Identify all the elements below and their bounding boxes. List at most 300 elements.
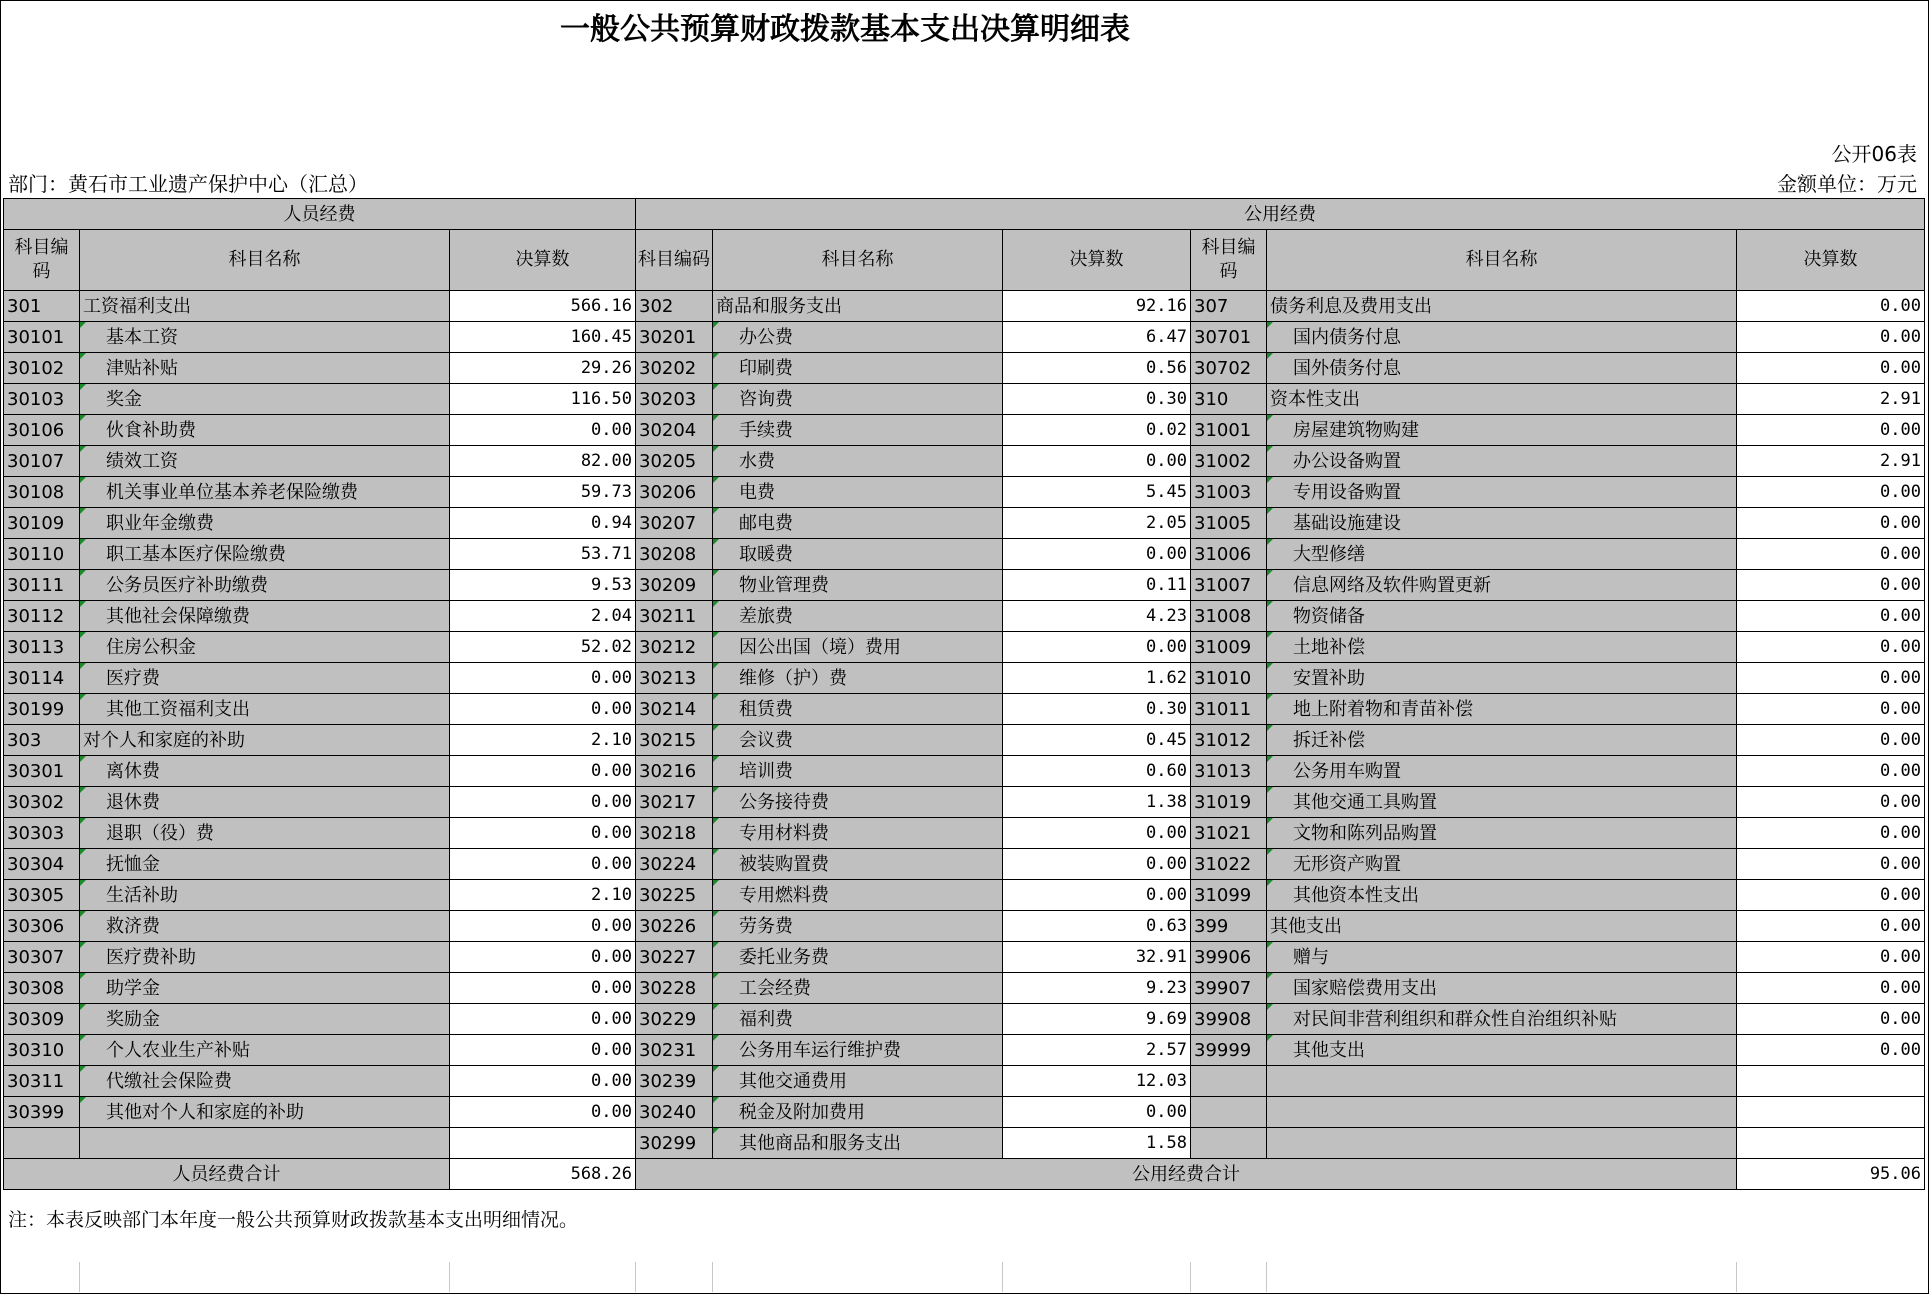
cell-code: 30701 xyxy=(1191,322,1267,353)
cell-name: 机关事业单位基本养老保险缴费 xyxy=(80,477,450,508)
cell-amount: 116.50 xyxy=(450,384,636,415)
cell-code: 30216 xyxy=(636,756,713,787)
cell-code: 30106 xyxy=(4,415,80,446)
cell-amount: 0.00 xyxy=(1737,756,1925,787)
cell-name: 国家赔偿费用支出 xyxy=(1267,973,1737,1004)
cell-name: 债务利息及费用支出 xyxy=(1267,291,1737,322)
cell-amount: 6.47 xyxy=(1003,322,1191,353)
cell-name: 其他交通费用 xyxy=(713,1066,1003,1097)
cell-name: 会议费 xyxy=(713,725,1003,756)
cell-name: 大型修缮 xyxy=(1267,539,1737,570)
cell-code: 39906 xyxy=(1191,942,1267,973)
personnel-total-label: 人员经费合计 xyxy=(4,1159,450,1190)
cell-code: 310 xyxy=(1191,384,1267,415)
cell-code xyxy=(1191,1128,1267,1159)
cell-code: 30211 xyxy=(636,601,713,632)
table-row xyxy=(4,880,1925,911)
cell-name: 职业年金缴费 xyxy=(80,508,450,539)
cell-name: 委托业务费 xyxy=(713,942,1003,973)
cell-amount: 0.00 xyxy=(1737,942,1925,973)
table-row xyxy=(4,1035,1925,1066)
table-row xyxy=(4,446,1925,477)
table-row xyxy=(4,725,1925,756)
cell-name: 离休费 xyxy=(80,756,450,787)
cell-name: 工会经费 xyxy=(713,973,1003,1004)
cell-code: 31019 xyxy=(1191,787,1267,818)
table-row xyxy=(4,632,1925,663)
table-row xyxy=(4,508,1925,539)
cell-name: 医疗费补助 xyxy=(80,942,450,973)
cell-code: 30203 xyxy=(636,384,713,415)
cell-amount: 2.91 xyxy=(1737,384,1925,415)
cell-code: 30209 xyxy=(636,570,713,601)
cell-code: 30214 xyxy=(636,694,713,725)
cell-name: 对民间非营利组织和群众性自治组织补贴 xyxy=(1267,1004,1737,1035)
cell-name: 奖金 xyxy=(80,384,450,415)
cell-name: 其他资本性支出 xyxy=(1267,880,1737,911)
cell-name xyxy=(1267,1128,1737,1159)
cell-name: 办公费 xyxy=(713,322,1003,353)
cell-name: 资本性支出 xyxy=(1267,384,1737,415)
section-header-row xyxy=(4,199,1925,230)
cell-code: 30239 xyxy=(636,1066,713,1097)
cell-name: 文物和陈列品购置 xyxy=(1267,818,1737,849)
cell-name: 因公出国（境）费用 xyxy=(713,632,1003,663)
cell-name: 基本工资 xyxy=(80,322,450,353)
cell-name: 基础设施建设 xyxy=(1267,508,1737,539)
cell-amount: 0.00 xyxy=(450,1004,636,1035)
cell-amount: 0.00 xyxy=(1737,973,1925,1004)
cell-amount: 0.00 xyxy=(1737,632,1925,663)
cell-amount: 1.62 xyxy=(1003,663,1191,694)
col-header-code: 科目编码 xyxy=(4,230,80,291)
cell-name: 物资储备 xyxy=(1267,601,1737,632)
cell-amount: 0.00 xyxy=(1003,539,1191,570)
cell-name: 抚恤金 xyxy=(80,849,450,880)
cell-amount: 9.23 xyxy=(1003,973,1191,1004)
grid-line xyxy=(1190,1262,1191,1292)
cell-code: 30103 xyxy=(4,384,80,415)
cell-name: 专用燃料费 xyxy=(713,880,1003,911)
cell-amount: 0.00 xyxy=(1737,725,1925,756)
cell-code: 30204 xyxy=(636,415,713,446)
cell-name xyxy=(1267,1097,1737,1128)
cell-name: 房屋建筑物购建 xyxy=(1267,415,1737,446)
cell-amount: 0.00 xyxy=(1737,570,1925,601)
cell-code xyxy=(4,1128,80,1159)
cell-amount: 0.30 xyxy=(1003,384,1191,415)
cell-code: 30205 xyxy=(636,446,713,477)
table-row xyxy=(4,322,1925,353)
section-personnel: 人员经费 xyxy=(4,199,636,230)
cell-amount: 2.10 xyxy=(450,880,636,911)
cell-amount: 0.00 xyxy=(1737,477,1925,508)
cell-amount: 0.45 xyxy=(1003,725,1191,756)
cell-name: 福利费 xyxy=(713,1004,1003,1035)
cell-code: 30306 xyxy=(4,911,80,942)
table-row xyxy=(4,384,1925,415)
cell-code: 30218 xyxy=(636,818,713,849)
cell-amount: 0.00 xyxy=(1003,849,1191,880)
cell-code: 31022 xyxy=(1191,849,1267,880)
cell-code: 301 xyxy=(4,291,80,322)
col-header-code: 科目编码 xyxy=(636,230,713,291)
cell-code: 39908 xyxy=(1191,1004,1267,1035)
cell-code: 30113 xyxy=(4,632,80,663)
cell-code: 30101 xyxy=(4,322,80,353)
cell-amount: 2.57 xyxy=(1003,1035,1191,1066)
cell-code: 30208 xyxy=(636,539,713,570)
cell-amount: 0.00 xyxy=(1737,663,1925,694)
cell-amount: 0.00 xyxy=(450,694,636,725)
cell-name: 培训费 xyxy=(713,756,1003,787)
cell-amount: 0.00 xyxy=(1737,880,1925,911)
cell-code: 30307 xyxy=(4,942,80,973)
col-header-amount: 决算数 xyxy=(450,230,636,291)
cell-name: 其他商品和服务支出 xyxy=(713,1128,1003,1159)
cell-amount: 0.00 xyxy=(450,663,636,694)
cell-name: 专用材料费 xyxy=(713,818,1003,849)
cell-code: 303 xyxy=(4,725,80,756)
cell-amount: 0.00 xyxy=(1737,818,1925,849)
cell-name: 生活补助 xyxy=(80,880,450,911)
cell-code: 30111 xyxy=(4,570,80,601)
cell-name: 劳务费 xyxy=(713,911,1003,942)
cell-amount: 82.00 xyxy=(450,446,636,477)
cell-name: 绩效工资 xyxy=(80,446,450,477)
col-header-name: 科目名称 xyxy=(713,230,1003,291)
cell-code: 39999 xyxy=(1191,1035,1267,1066)
cell-name: 信息网络及软件购置更新 xyxy=(1267,570,1737,601)
cell-amount: 0.00 xyxy=(450,1035,636,1066)
cell-code: 399 xyxy=(1191,911,1267,942)
col-header-name: 科目名称 xyxy=(80,230,450,291)
cell-amount: 9.69 xyxy=(1003,1004,1191,1035)
cell-amount: 0.00 xyxy=(1737,539,1925,570)
cell-name: 其他社会保障缴费 xyxy=(80,601,450,632)
cell-name: 专用设备购置 xyxy=(1267,477,1737,508)
cell-name: 医疗费 xyxy=(80,663,450,694)
cell-code: 30303 xyxy=(4,818,80,849)
cell-amount: 0.00 xyxy=(1737,353,1925,384)
table-row xyxy=(4,1004,1925,1035)
table-row xyxy=(4,787,1925,818)
cell-name xyxy=(1267,1066,1737,1097)
cell-code: 31001 xyxy=(1191,415,1267,446)
cell-code: 30231 xyxy=(636,1035,713,1066)
footnote: 注：本表反映部门本年度一般公共预算财政拨款基本支出明细情况。 xyxy=(8,1209,579,1231)
cell-name: 水费 xyxy=(713,446,1003,477)
cell-amount: 0.00 xyxy=(1737,291,1925,322)
col-header-code: 科目编码 xyxy=(1191,230,1267,291)
cell-name: 印刷费 xyxy=(713,353,1003,384)
cell-amount: 4.23 xyxy=(1003,601,1191,632)
cell-name: 维修（护）费 xyxy=(713,663,1003,694)
amount-unit-label: 金额单位：万元 xyxy=(1777,172,1917,196)
cell-code: 39907 xyxy=(1191,973,1267,1004)
cell-code: 30305 xyxy=(4,880,80,911)
cell-amount: 0.00 xyxy=(450,787,636,818)
cell-amount: 0.00 xyxy=(450,973,636,1004)
cell-name: 差旅费 xyxy=(713,601,1003,632)
cell-amount: 0.00 xyxy=(450,849,636,880)
grid-line xyxy=(635,1262,636,1292)
cell-name: 取暖费 xyxy=(713,539,1003,570)
cell-code: 31021 xyxy=(1191,818,1267,849)
cell-amount: 32.91 xyxy=(1003,942,1191,973)
cell-name: 物业管理费 xyxy=(713,570,1003,601)
table-row xyxy=(4,818,1925,849)
cell-code: 30224 xyxy=(636,849,713,880)
table-number: 公开06表 xyxy=(1831,142,1917,166)
cell-name: 邮电费 xyxy=(713,508,1003,539)
cell-name: 咨询费 xyxy=(713,384,1003,415)
totals-row xyxy=(4,1159,1925,1190)
cell-amount: 0.56 xyxy=(1003,353,1191,384)
cell-amount: 0.00 xyxy=(1737,911,1925,942)
cell-amount: 0.00 xyxy=(1737,322,1925,353)
cell-code: 30301 xyxy=(4,756,80,787)
table-row xyxy=(4,539,1925,570)
cell-amount: 0.00 xyxy=(450,942,636,973)
cell-code: 30311 xyxy=(4,1066,80,1097)
table-row xyxy=(4,1128,1925,1159)
col-header-name: 科目名称 xyxy=(1267,230,1737,291)
table-row xyxy=(4,291,1925,322)
cell-amount: 0.00 xyxy=(1003,632,1191,663)
cell-code: 30227 xyxy=(636,942,713,973)
cell-code: 31013 xyxy=(1191,756,1267,787)
cell-amount: 0.00 xyxy=(1737,694,1925,725)
cell-name: 其他支出 xyxy=(1267,1035,1737,1066)
cell-code: 307 xyxy=(1191,291,1267,322)
cell-name: 工资福利支出 xyxy=(80,291,450,322)
public-total-label: 公用经费合计 xyxy=(636,1159,1737,1190)
cell-name: 拆迁补偿 xyxy=(1267,725,1737,756)
table-row xyxy=(4,942,1925,973)
cell-code: 31011 xyxy=(1191,694,1267,725)
cell-code: 30228 xyxy=(636,973,713,1004)
cell-name: 伙食补助费 xyxy=(80,415,450,446)
cell-name: 助学金 xyxy=(80,973,450,1004)
cell-code: 30109 xyxy=(4,508,80,539)
cell-amount: 0.11 xyxy=(1003,570,1191,601)
public-total-value: 95.06 xyxy=(1737,1159,1925,1190)
cell-code: 31099 xyxy=(1191,880,1267,911)
cell-amount: 52.02 xyxy=(450,632,636,663)
cell-amount: 0.00 xyxy=(450,1097,636,1128)
table-row xyxy=(4,663,1925,694)
cell-amount: 0.00 xyxy=(1737,849,1925,880)
cell-code: 30114 xyxy=(4,663,80,694)
cell-name: 公务用车购置 xyxy=(1267,756,1737,787)
cell-amount: 566.16 xyxy=(450,291,636,322)
personnel-total-value: 568.26 xyxy=(450,1159,636,1190)
cell-amount: 53.71 xyxy=(450,539,636,570)
cell-code: 31005 xyxy=(1191,508,1267,539)
cell-name: 无形资产购置 xyxy=(1267,849,1737,880)
cell-code: 30108 xyxy=(4,477,80,508)
cell-amount: 0.60 xyxy=(1003,756,1191,787)
cell-code: 30110 xyxy=(4,539,80,570)
cell-amount: 0.00 xyxy=(1003,880,1191,911)
cell-amount: 0.00 xyxy=(450,756,636,787)
cell-code: 30226 xyxy=(636,911,713,942)
cell-name: 租赁费 xyxy=(713,694,1003,725)
cell-name: 个人农业生产补贴 xyxy=(80,1035,450,1066)
cell-code: 30225 xyxy=(636,880,713,911)
cell-code: 31009 xyxy=(1191,632,1267,663)
cell-code: 30229 xyxy=(636,1004,713,1035)
cell-name: 国外债务付息 xyxy=(1267,353,1737,384)
cell-name: 土地补偿 xyxy=(1267,632,1737,663)
cell-amount: 0.63 xyxy=(1003,911,1191,942)
cell-code: 30202 xyxy=(636,353,713,384)
table-row xyxy=(4,1097,1925,1128)
cell-name: 公务用车运行维护费 xyxy=(713,1035,1003,1066)
cell-code: 30213 xyxy=(636,663,713,694)
cell-name: 奖励金 xyxy=(80,1004,450,1035)
cell-name: 其他支出 xyxy=(1267,911,1737,942)
cell-amount: 160.45 xyxy=(450,322,636,353)
cell-amount: 92.16 xyxy=(1003,291,1191,322)
table-row xyxy=(4,570,1925,601)
cell-amount: 0.00 xyxy=(1003,818,1191,849)
cell-name: 国内债务付息 xyxy=(1267,322,1737,353)
cell-amount: 5.45 xyxy=(1003,477,1191,508)
cell-code: 31002 xyxy=(1191,446,1267,477)
cell-name: 其他对个人和家庭的补助 xyxy=(80,1097,450,1128)
page-title: 一般公共预算财政拨款基本支出决算明细表 xyxy=(560,12,1130,47)
cell-amount: 0.00 xyxy=(1003,446,1191,477)
cell-amount: 0.00 xyxy=(1737,601,1925,632)
cell-code xyxy=(1191,1097,1267,1128)
cell-name: 办公设备购置 xyxy=(1267,446,1737,477)
cell-name: 被装购置费 xyxy=(713,849,1003,880)
cell-amount: 59.73 xyxy=(450,477,636,508)
cell-amount: 12.03 xyxy=(1003,1066,1191,1097)
cell-amount: 0.00 xyxy=(1003,1097,1191,1128)
cell-amount: 9.53 xyxy=(450,570,636,601)
cell-name: 赠与 xyxy=(1267,942,1737,973)
cell-name: 地上附着物和青苗补偿 xyxy=(1267,694,1737,725)
grid-line xyxy=(1266,1262,1267,1292)
col-header-amount: 决算数 xyxy=(1003,230,1191,291)
cell-amount: 0.00 xyxy=(1737,1035,1925,1066)
cell-amount: 0.00 xyxy=(450,818,636,849)
cell-amount: 0.00 xyxy=(1737,787,1925,818)
cell-amount: 2.04 xyxy=(450,601,636,632)
cell-name: 税金及附加费用 xyxy=(713,1097,1003,1128)
cell-code: 30702 xyxy=(1191,353,1267,384)
table-row xyxy=(4,973,1925,1004)
section-public: 公用经费 xyxy=(636,199,1925,230)
cell-amount: 1.58 xyxy=(1003,1128,1191,1159)
table-row xyxy=(4,415,1925,446)
cell-code: 30206 xyxy=(636,477,713,508)
cell-code: 30102 xyxy=(4,353,80,384)
cell-name xyxy=(80,1128,450,1159)
cell-code: 30308 xyxy=(4,973,80,1004)
cell-amount xyxy=(450,1128,636,1159)
cell-amount: 2.05 xyxy=(1003,508,1191,539)
cell-name: 安置补助 xyxy=(1267,663,1737,694)
cell-amount xyxy=(1737,1097,1925,1128)
table-row xyxy=(4,694,1925,725)
cell-code: 30107 xyxy=(4,446,80,477)
cell-code: 30212 xyxy=(636,632,713,663)
cell-name: 公务接待费 xyxy=(713,787,1003,818)
cell-amount: 0.02 xyxy=(1003,415,1191,446)
cell-amount: 2.91 xyxy=(1737,446,1925,477)
cell-code: 30310 xyxy=(4,1035,80,1066)
cell-amount: 0.00 xyxy=(450,415,636,446)
department-label: 部门：黄石市工业遗产保护中心（汇总） xyxy=(8,172,368,196)
cell-amount xyxy=(1737,1128,1925,1159)
col-header-amount: 决算数 xyxy=(1737,230,1925,291)
cell-code: 30207 xyxy=(636,508,713,539)
grid-line xyxy=(1736,1262,1737,1292)
cell-code: 30112 xyxy=(4,601,80,632)
cell-name: 住房公积金 xyxy=(80,632,450,663)
cell-amount: 1.38 xyxy=(1003,787,1191,818)
cell-code: 31007 xyxy=(1191,570,1267,601)
cell-name: 退职（役）费 xyxy=(80,818,450,849)
cell-code xyxy=(1191,1066,1267,1097)
cell-name: 公务员医疗补助缴费 xyxy=(80,570,450,601)
cell-amount: 0.00 xyxy=(1737,1004,1925,1035)
cell-amount xyxy=(1737,1066,1925,1097)
cell-amount: 0.30 xyxy=(1003,694,1191,725)
cell-name: 津贴补贴 xyxy=(80,353,450,384)
cell-amount: 29.26 xyxy=(450,353,636,384)
cell-name: 电费 xyxy=(713,477,1003,508)
grid-line xyxy=(1002,1262,1003,1292)
cell-code: 30299 xyxy=(636,1128,713,1159)
cell-code: 30304 xyxy=(4,849,80,880)
expenditure-table xyxy=(3,198,1925,1190)
grid-line xyxy=(712,1262,713,1292)
cell-amount: 2.10 xyxy=(450,725,636,756)
cell-amount: 0.00 xyxy=(1737,415,1925,446)
table-row xyxy=(4,911,1925,942)
cell-code: 31010 xyxy=(1191,663,1267,694)
cell-code: 30199 xyxy=(4,694,80,725)
grid-line xyxy=(79,1262,80,1292)
column-header-row xyxy=(4,230,1925,291)
table-row xyxy=(4,353,1925,384)
cell-code: 30217 xyxy=(636,787,713,818)
cell-name: 职工基本医疗保险缴费 xyxy=(80,539,450,570)
cell-amount: 0.00 xyxy=(450,1066,636,1097)
table-row xyxy=(4,849,1925,880)
cell-code: 31012 xyxy=(1191,725,1267,756)
cell-amount: 0.00 xyxy=(450,911,636,942)
cell-name: 手续费 xyxy=(713,415,1003,446)
cell-amount: 0.00 xyxy=(1737,508,1925,539)
cell-code: 30201 xyxy=(636,322,713,353)
cell-name: 救济费 xyxy=(80,911,450,942)
table-row xyxy=(4,477,1925,508)
cell-code: 31006 xyxy=(1191,539,1267,570)
cell-code: 30215 xyxy=(636,725,713,756)
cell-code: 30309 xyxy=(4,1004,80,1035)
cell-name: 其他工资福利支出 xyxy=(80,694,450,725)
cell-code: 31008 xyxy=(1191,601,1267,632)
table-row xyxy=(4,601,1925,632)
cell-name: 其他交通工具购置 xyxy=(1267,787,1737,818)
cell-name: 退休费 xyxy=(80,787,450,818)
